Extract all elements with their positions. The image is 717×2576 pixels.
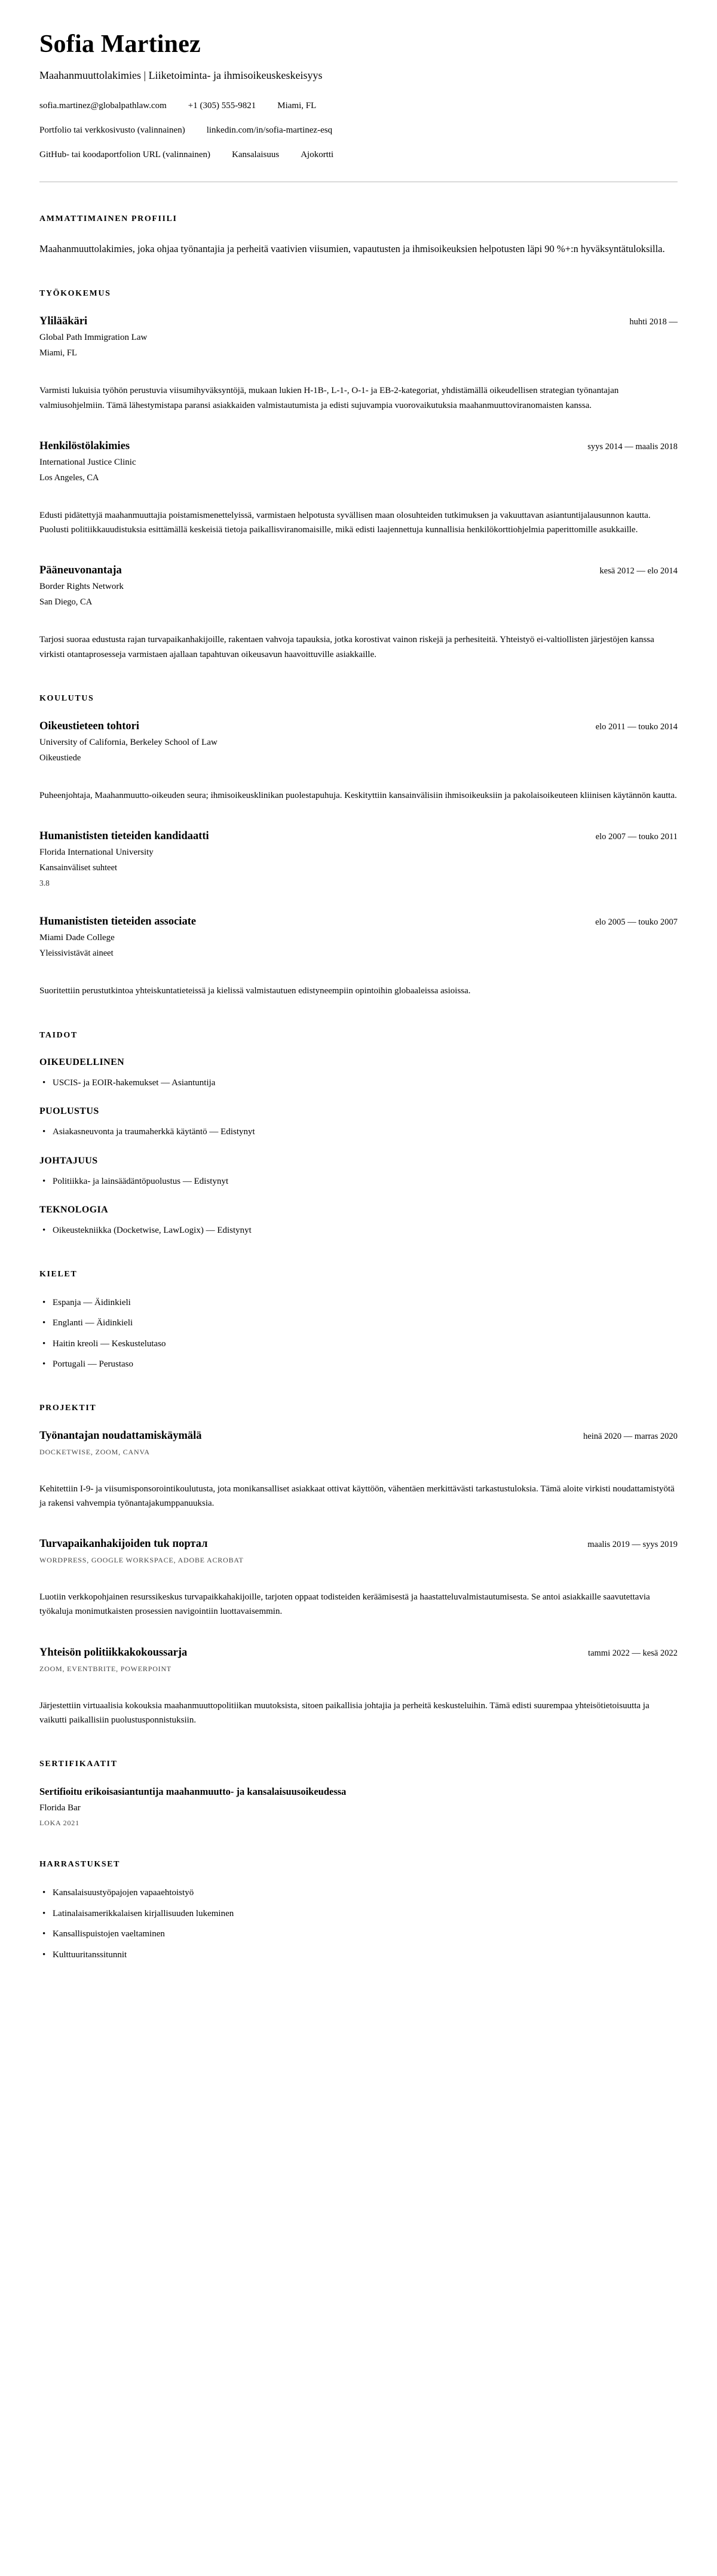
job-entry-head	[39, 315, 678, 328]
section-title-hobbies: HARRASTUKSET	[39, 1860, 121, 1869]
profile-text: Maahanmuuttolakimies, joka ohjaa työnantajia ja perheitä vaativien viisumien, vapautusten ja ihmisoikeuksien helpotusten läpi 90 %+:n hyväksyntätuloksilla.	[39, 243, 665, 254]
field-of-study: Kansainväliset suhteet	[39, 863, 118, 873]
job-entry-head	[39, 564, 678, 577]
candidate-name: Sofia Martinez	[39, 30, 201, 58]
contact-row-3	[39, 150, 678, 160]
job-dates: syys 2014 — maalis 2018	[587, 441, 678, 452]
project-entry-head	[39, 1647, 678, 1659]
job-location: Miami, FL	[39, 348, 77, 358]
website-placeholder: Portfolio tai verkkosivusto (valinnainen)	[39, 125, 185, 135]
project-stack: DOCKETWISE, ZOOM, CANVA	[39, 1447, 150, 1456]
education-entry-head	[39, 720, 678, 733]
hobby-item: • Kulttuuritanssitunnit	[39, 1948, 678, 1962]
section-skills	[39, 1031, 678, 1238]
job-company: Global Path Immigration Law	[39, 333, 148, 343]
project-entry	[39, 1647, 678, 1728]
section-certifications	[39, 1760, 678, 1828]
job-entry	[39, 440, 678, 538]
skill-item: • USCIS- ja EOIR-hakemukset — Asiantuntija	[39, 1076, 678, 1090]
gpa-value: 3.8	[39, 879, 50, 888]
job-role: Pääneuvonantaja	[39, 564, 122, 577]
github-placeholder: GitHub- tai koodaportfolion URL (valinnainen)	[39, 150, 211, 159]
job-dates: kesä 2012 — elo 2014	[599, 566, 678, 576]
job-description: Tarjosi suoraa edustusta rajan turvapaikanhakijoille, rakentaen vahvoja tapauksia, jotka korostivat vainon riskejä ja perhesiteitä. Yhteistyö ei-valtiollisten järjestöjen kanssa virkisti otantaprosesseja varmistaen ajallaan tapahtuvan oikeusavun haavoittuville asiakkaille.	[39, 635, 654, 659]
degree-name: Humanististen tieteiden associate	[39, 916, 197, 928]
job-company: Border Rights Network	[39, 582, 124, 592]
language-item: • Portugali — Perustaso	[39, 1358, 678, 1371]
language-item: • Englanti — Äidinkieli	[39, 1316, 678, 1330]
hobby-list	[39, 1886, 678, 1961]
skill-item: • Oikeustekniikka (Docketwise, LawLogix) — Edistynyt	[39, 1224, 678, 1238]
education-entry	[39, 916, 678, 998]
skill-group	[39, 1057, 678, 1090]
section-title-languages: KIELET	[39, 1269, 78, 1279]
job-description: Varmisti lukuisia työhön perustuvia viisumihyväksyntöjä, mukaan lukien H-1B-, L-1-, O-1- ja EB-2-kategoriat, yhdistämällä oikeudellisen strategian työnantajan valmiusohjelmiin. Tämä lähestymistapa paransi asiakkaiden valmistautumista ja edisti sujuvampia vuorovaikutuksia maahanmuuttoviranomaisten kanssa.	[39, 386, 619, 410]
project-stack: ZOOM, EVENTBRITE, POWERPOINT	[39, 1664, 172, 1673]
job-role: Henkilöstölakimies	[39, 440, 130, 452]
skill-list	[39, 1175, 678, 1189]
skill-group	[39, 1106, 678, 1139]
project-description: Kehitettiin I-9- ja viisumisponsorointikoulutusta, jota monikansalliset asiakkaat ottivat käyttöön, vähentäen merkittävästi tarkastustuloksia. Tämä aloite virkisti noudattamistyötä ja rakensi vahvempia työnantajakumppanuuksia.	[39, 1484, 675, 1508]
hobby-item: • Kansalaisuustyöpajojen vapaaehtoistyö	[39, 1886, 678, 1900]
section-education	[39, 694, 678, 999]
section-hobbies	[39, 1860, 678, 1961]
project-description: Luotiin verkkopohjainen resurssikeskus turvapaikkahakijoille, tarjoten oppaat todisteiden keräämisestä ja haastatteluvalmistautumisesta. Se antoi asiakkaille saavutettavia työkaluja monimutkaisten prosessien navigointiin luottavaisemmin.	[39, 1592, 650, 1617]
education-dates: elo 2011 — touko 2014	[595, 722, 678, 732]
job-entry-head	[39, 440, 678, 453]
section-title-profile: AMMATTIMAINEN PROFIILI	[39, 214, 177, 223]
education-description: Puheenjohtaja, Maahanmuutto-oikeuden seura; ihmisoikeusklinikan puolestapuhuja. Keskityttiin kansainvälisiin ihmisoikeuksiin ja pakolaisoikeuteen kliinisen käytännön kautta.	[39, 791, 677, 800]
section-projects	[39, 1404, 678, 1728]
headline: Maahanmuuttolakimies | Liiketoiminta- ja ihmisoikeuskeskeisyys	[39, 69, 323, 81]
section-experience	[39, 289, 678, 662]
job-description: Edusti pidätettyjä maahanmuuttajia poistamismenettelyissä, varmistaen helpotusta syvällisen maan olosuhteiden tutkimuksen ja vakuuttavan asiantuntijalausunnon kautta. Puolusti politiikkauudistuksia esittämällä keskeisiä tietoja paikallisviranomaisille, mikä edisti laajennettuja kunnallisia henkilökorttiohjelmia paperittomille asukkaille.	[39, 510, 651, 535]
project-name: Yhteisön politiikkakokoussarja	[39, 1646, 188, 1659]
job-company: International Justice Clinic	[39, 457, 136, 467]
section-profile	[39, 214, 678, 257]
section-title-certifications: SERTIFIKAATIT	[39, 1760, 118, 1769]
section-languages	[39, 1270, 678, 1371]
job-dates: huhti 2018 —	[629, 317, 678, 327]
skill-group-title: OIKEUDELLINEN	[39, 1057, 125, 1067]
project-entry-head	[39, 1430, 678, 1442]
skill-group-title: TEKNOLOGIA	[39, 1205, 109, 1215]
project-entry	[39, 1430, 678, 1511]
project-dates: heinä 2020 — marras 2020	[583, 1431, 678, 1441]
skill-group-title: JOHTAJUUS	[39, 1155, 98, 1166]
job-location: San Diego, CA	[39, 597, 93, 607]
job-location: Los Angeles, CA	[39, 472, 99, 483]
certification-date: LOKA 2021	[39, 1819, 79, 1828]
degree-name: Humanististen tieteiden kandidaatti	[39, 830, 209, 843]
project-dates: tammi 2022 — kesä 2022	[588, 1648, 678, 1658]
language-list	[39, 1296, 678, 1371]
field-of-study: Yleissivistävät aineet	[39, 948, 114, 959]
skill-group	[39, 1156, 678, 1189]
field-of-study: Oikeustiede	[39, 753, 81, 763]
section-title-projects: PROJEKTIT	[39, 1403, 97, 1413]
education-description: Suoritettiin perustutkintoa yhteiskuntatieteissä ja kielissä valmistautuen edistyneempiin opintoihin globaaleissa asioissa.	[39, 986, 471, 996]
skill-group-title: PUOLUSTUS	[39, 1106, 99, 1117]
hobby-item: • Kansallispuistojen vaeltaminen	[39, 1927, 678, 1941]
license-label: Ajokortti	[301, 150, 334, 159]
skill-item: • Asiakasneuvonta ja traumaherkkä käytäntö — Edistynyt	[39, 1125, 678, 1139]
language-item: • Espanja — Äidinkieli	[39, 1296, 678, 1310]
job-entry	[39, 564, 678, 662]
skill-list	[39, 1224, 678, 1238]
certification-name: Sertifioitu erikoisasiantuntija maahanmuutto- ja kansalaisuusoikeudessa	[39, 1786, 347, 1798]
education-dates: elo 2005 — touko 2007	[595, 917, 678, 928]
project-entry-head	[39, 1538, 678, 1550]
skill-list	[39, 1076, 678, 1090]
job-role: Ylilääkäri	[39, 315, 88, 328]
section-title-education: KOULUTUS	[39, 694, 94, 703]
certification-issuer: Florida Bar	[39, 1803, 81, 1813]
project-stack: WORDPRESS, GOOGLE WORKSPACE, ADOBE ACROBAT	[39, 1556, 244, 1565]
school-name: Miami Dade College	[39, 933, 115, 943]
citizenship-label: Kansalaisuus	[232, 150, 280, 159]
section-title-skills: TAIDOT	[39, 1030, 78, 1040]
job-entry	[39, 315, 678, 413]
section-title-experience: TYÖKOKEMUS	[39, 289, 111, 299]
school-name: University of California, Berkeley School of Law	[39, 738, 217, 747]
location-text: Miami, FL	[277, 101, 317, 110]
education-entry	[39, 830, 678, 888]
contact-row-2	[39, 125, 678, 136]
project-dates: maalis 2019 — syys 2019	[587, 1540, 678, 1550]
education-dates: elo 2007 — touko 2011	[595, 832, 678, 842]
contact-row-1	[39, 101, 678, 111]
email-text: sofia.martinez@globalpathlaw.com	[39, 101, 167, 110]
project-description: Järjestettiin virtuaalisia kokouksia maahanmuuttopolitiikan muutoksista, sitoen paikallisia johtajia ja perheitä keskusteluihin. Tämä edisti suurempaa yhteisötietoisuutta ja vaikutti paikallisiin puolustusponnistuksiin.	[39, 1700, 649, 1725]
hobby-item: • Latinalaisamerikkalaisen kirjallisuuden lukeminen	[39, 1907, 678, 1921]
project-entry	[39, 1538, 678, 1619]
certification-entry	[39, 1786, 678, 1828]
skill-list	[39, 1125, 678, 1139]
education-entry	[39, 720, 678, 803]
school-name: Florida International University	[39, 848, 154, 858]
phone-text: +1 (305) 555-9821	[188, 101, 256, 110]
skill-item: • Politiikka- ja lainsäädäntöpuolustus — Edistynyt	[39, 1175, 678, 1189]
resume-header	[39, 30, 678, 160]
project-name: Työnantajan noudattamiskäymälä	[39, 1429, 202, 1442]
education-entry-head	[39, 916, 678, 928]
linkedin-text: linkedin.com/in/sofia-martinez-esq	[206, 125, 333, 135]
language-item: • Haitin kreoli — Keskustelutaso	[39, 1337, 678, 1351]
skill-group	[39, 1205, 678, 1238]
education-entry-head	[39, 830, 678, 843]
degree-name: Oikeustieteen tohtori	[39, 720, 139, 732]
project-name: Turvapaikanhakijoiden tuk портал	[39, 1538, 208, 1550]
